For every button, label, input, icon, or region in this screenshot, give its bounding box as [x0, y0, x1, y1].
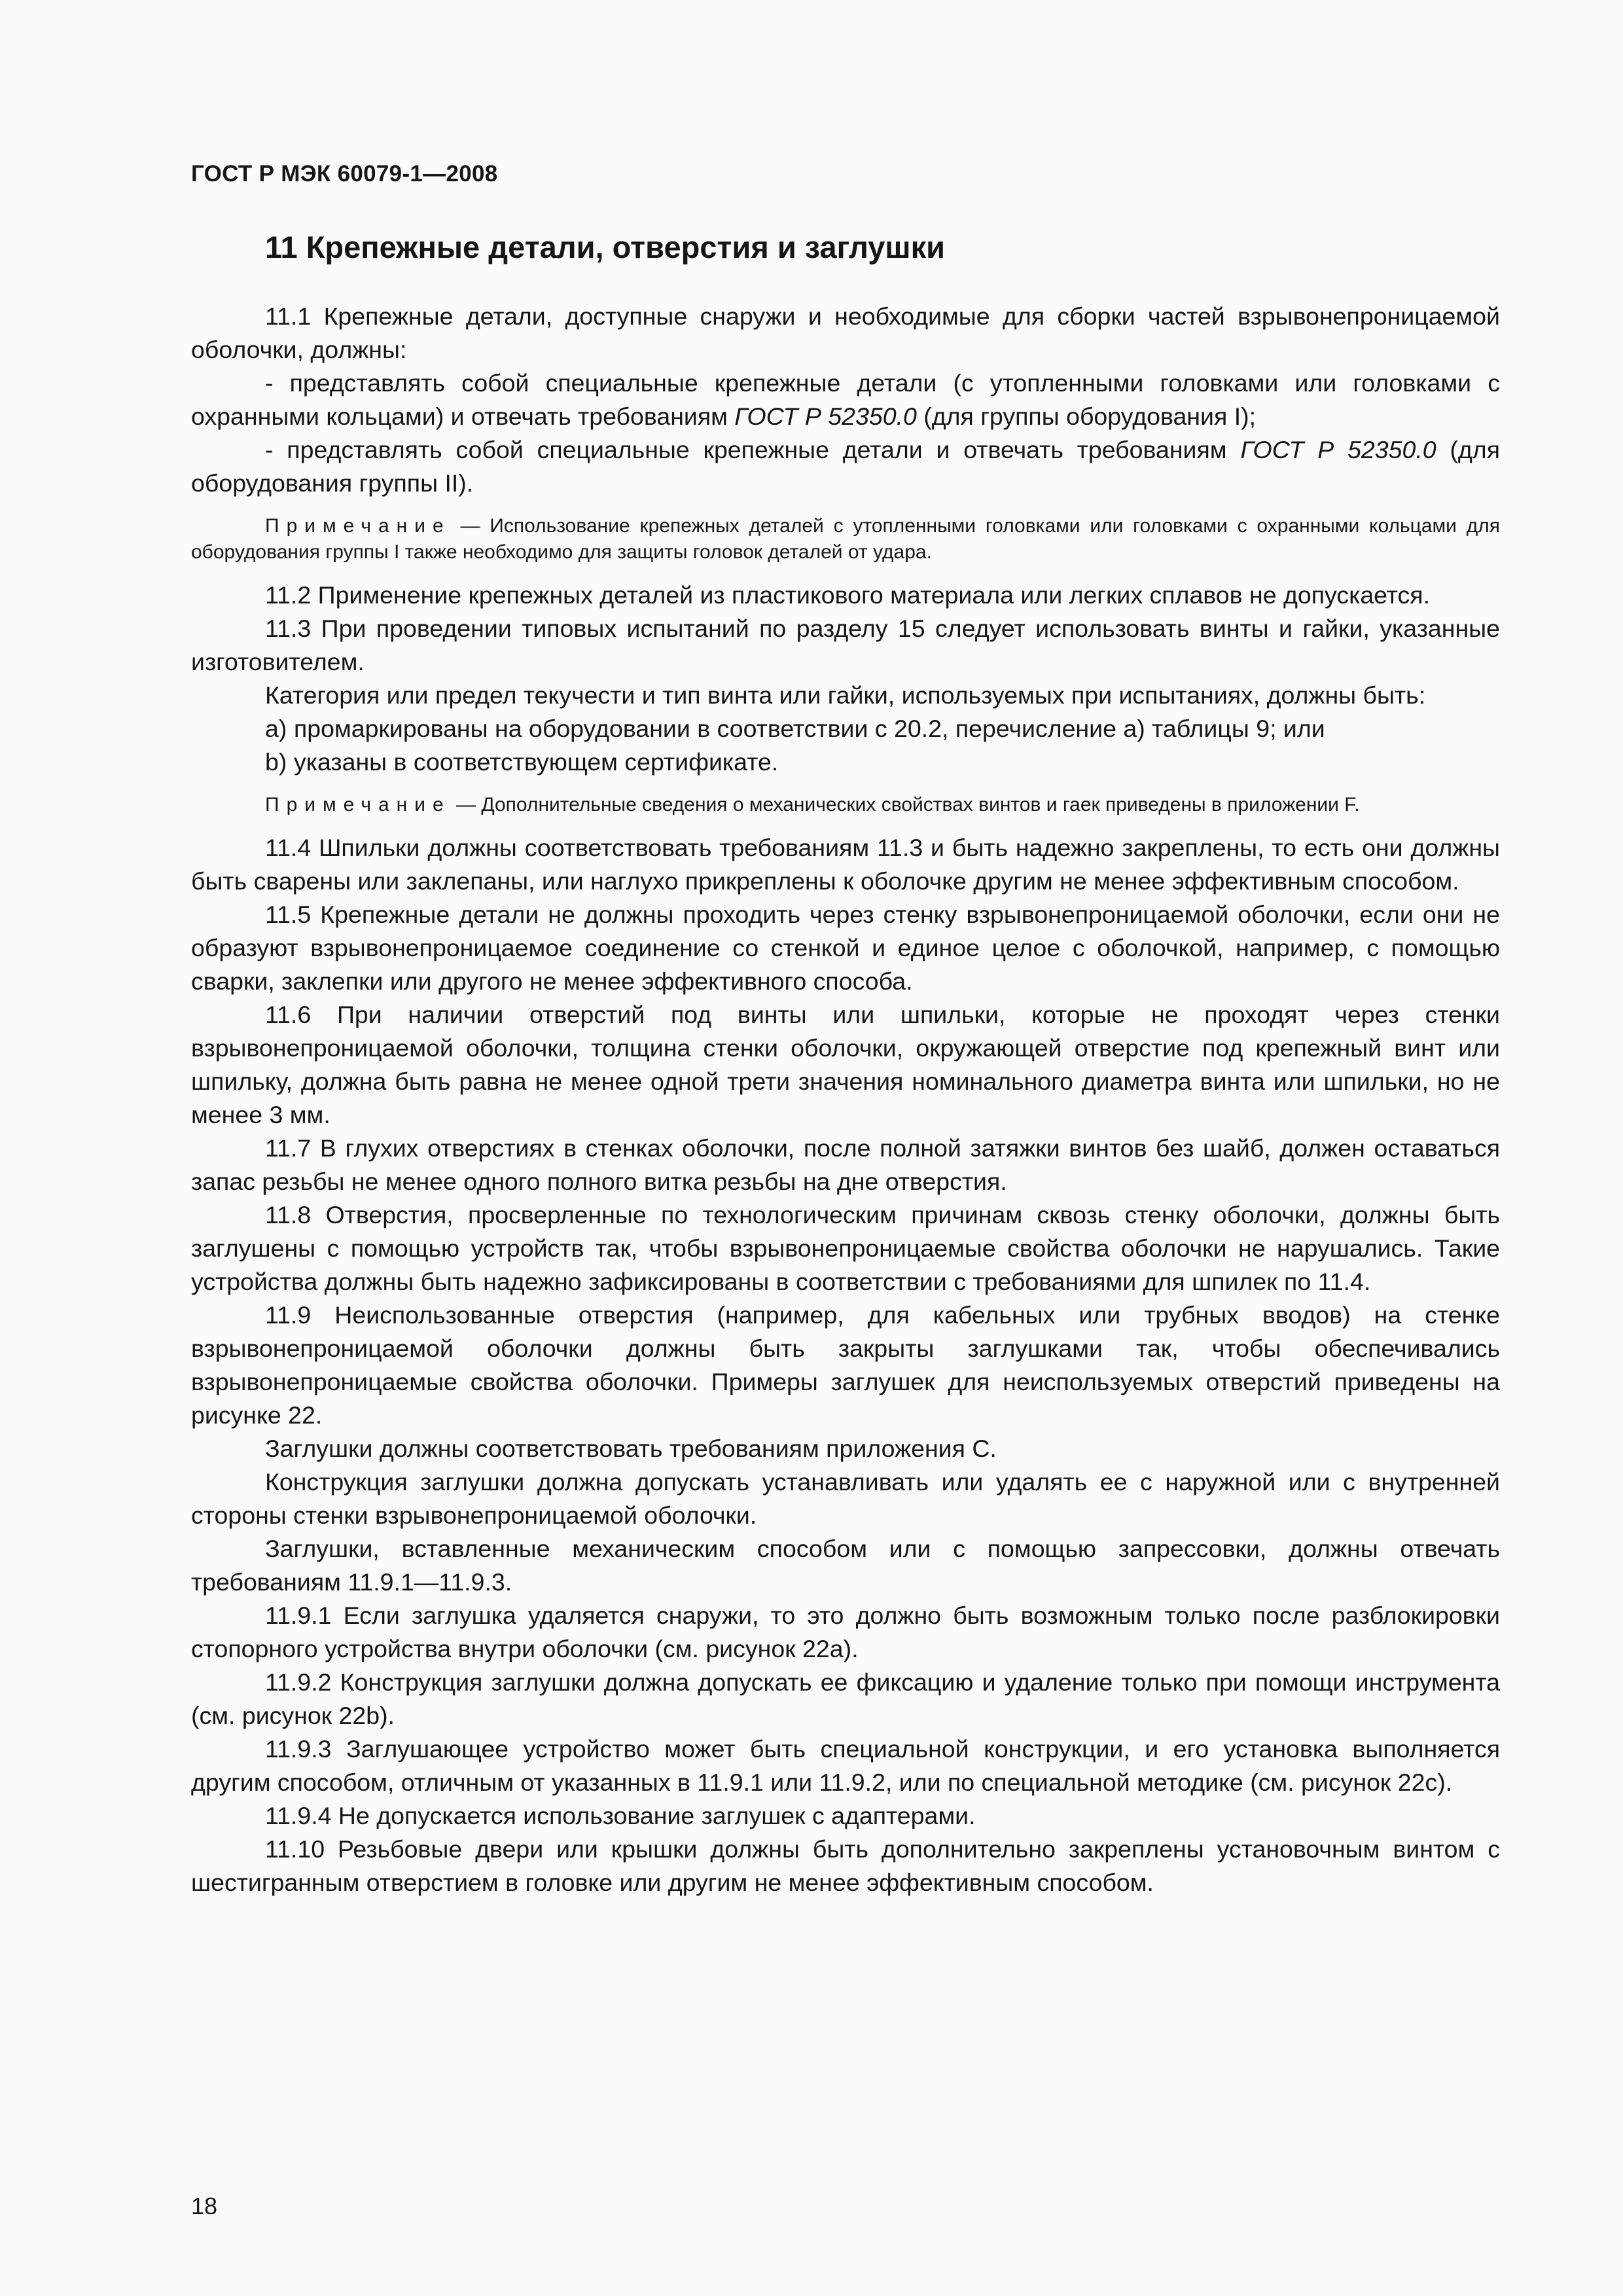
clause-11-3-item-a [191, 712, 1500, 745]
section-title: 11 Крепежные детали, отверстия и заглушки [265, 230, 946, 264]
note-2 [191, 792, 1500, 818]
clause-11-9-1: 11.9.1 Если заглушка удаляется снаружи, то это должно быть возможным только после разблокировки стопорного устройства внутри оболочки (см. рисунок 22a). [191, 1602, 1500, 1662]
clause-11-5: 11.5 Крепежные детали не должны проходить через стенку взрывонепроницаемой оболочки, если они не образуют взрывонепроницаемое соединение со стенкой и единое целое с оболочкой, например, с помощью сварки, заклепки или другого не менее эффективного способа. [191, 901, 1500, 995]
standard-designation: ГОСТ Р МЭК 60079-1—2008 [191, 161, 498, 187]
clause-11-6: 11.6 При наличии отверстий под винты или шпильки, которые не проходят через стенки взрывонепроницаемой оболочки, толщина стенки оболочки, окружающей отверстие под крепежный винт или шпильку, должна быть равна не менее одной трети значения номинального диаметра винта или шпильки, но не менее 3 мм. [191, 1001, 1500, 1128]
note-text: — Дополнительные сведения о механических свойствах винтов и гаек приведены в приложении F. [450, 794, 1360, 816]
standard-reference: ГОСТ Р 52350.0 [1240, 436, 1436, 463]
clause-11-1-item-b [191, 433, 1500, 500]
clause-11-3: 11.3 При проведении типовых испытаний по разделу 15 следует использовать винты и гайки, указанные изготовителем. [191, 615, 1500, 675]
list-marker: a) [265, 715, 287, 742]
clause-11-9-design: Конструкция заглушки должна допускать устанавливать или удалять ее с наружной или с внутренней стороны стенки взрывонепроницаемой оболочки. [191, 1468, 1500, 1529]
item-text: промаркированы на оборудовании в соответствии с 20.2, перечисление a) таблицы 9; или [294, 715, 1325, 742]
page-number: 18 [191, 2193, 218, 2219]
clause-11-9-press-fit: Заглушки, вставленные механическим способом или с помощью запрессовки, должны отвечать требованиям 11.9.1—11.9.3. [191, 1535, 1500, 1596]
clause-11-10: 11.10 Резьбовые двери или крышки должны быть дополнительно закреплены установочным винтом с шестигранным отверстием в головке или другим не менее эффективным способом. [191, 1835, 1500, 1896]
clause-11-2: 11.2 Применение крепежных деталей из пластикового материала или легких сплавов не допускается. [265, 581, 1431, 609]
item-text: (для оборудования группы II). [191, 436, 1500, 497]
clause-11-4: 11.4 Шпильки должны соответствовать требованиям 11.3 и быть надежно закреплены, то есть они должны быть сварены или заклепаны, или наглухо прикреплены к оболочке другим не менее эффективным способом. [191, 834, 1500, 895]
item-text: указаны в соответствующем сертификате. [294, 748, 779, 776]
clause-11-9-2: 11.9.2 Конструкция заглушки должна допускать ее фиксацию и удаление только при помощи инструмента (см. рисунок 22b). [191, 1668, 1500, 1729]
clause-11-9-plugs: Заглушки должны соответствовать требованиям приложения C. [265, 1435, 997, 1462]
clause-11-9-4: 11.9.4 Не допускается использование заглушек с адаптерами. [265, 1802, 976, 1829]
standard-reference: ГОСТ Р 52350.0 [734, 403, 917, 430]
clause-11-9-3: 11.9.3 Заглушающее устройство может быть специальной конструкции, и его установка выполняется другим способом, отличным от указанных в 11.9.1 или 11.9.2, или по специальной методике (см. рисунок 22c). [191, 1735, 1500, 1796]
note-text: — Использование крепежных деталей с утопленными головками или головками с охранными кольцами для оборудования группы I также необходимо для защиты головок деталей от удара. [191, 515, 1500, 563]
clause-11-1: 11.1 Крепежные детали, доступные снаружи и необходимые для сборки частей взрывонепроницаемой оболочки, должны: [191, 302, 1500, 363]
clause-11-3-item-b [191, 745, 1500, 779]
note-label: Примечание [265, 515, 451, 537]
clause-11-8: 11.8 Отверстия, просверленные по технологическим причинам сквозь стенку оболочки, должны быть заглушены с помощью устройств так, чтобы взрывонепроницаемые свойства оболочки не нарушались. Такие устройства должны быть надежно зафиксированы в соответствии с требованиями для шпилек по 11.4. [191, 1201, 1500, 1295]
item-text: - представлять собой специальные крепежные детали (с утопленными головками или головками с охранными кольцами) и отвечать требованиям [191, 369, 1500, 430]
item-text: (для группы оборудования I); [916, 403, 1257, 430]
clause-11-1-item-a [191, 367, 1500, 433]
note-1 [191, 513, 1500, 565]
item-text: - представлять собой специальные крепежные детали и отвечать требованиям [265, 436, 1241, 463]
document-body [191, 300, 1500, 1899]
note-label: Примечание [265, 794, 451, 816]
clause-11-7: 11.7 В глухих отверстиях в стенках оболочки, после полной затяжки винтов без шайб, должен оставаться запас резьбы не менее одного полного витка резьбы на дне отверстия. [191, 1134, 1500, 1195]
clause-11-3-category: Категория или предел текучести и тип винта или гайки, используемых при испытаниях, должны быть: [265, 681, 1426, 709]
list-marker: b) [265, 748, 287, 776]
clause-11-9: 11.9 Неиспользованные отверстия (например, для кабельных или трубных вводов) на стенке взрывонепроницаемой оболочки должны быть закрыты заглушками так, чтобы обеспечивались взрывонепроницаемые свойства оболочки. Примеры заглушек для неиспользуемых отверстий приведены на рисунке 22. [191, 1301, 1500, 1429]
